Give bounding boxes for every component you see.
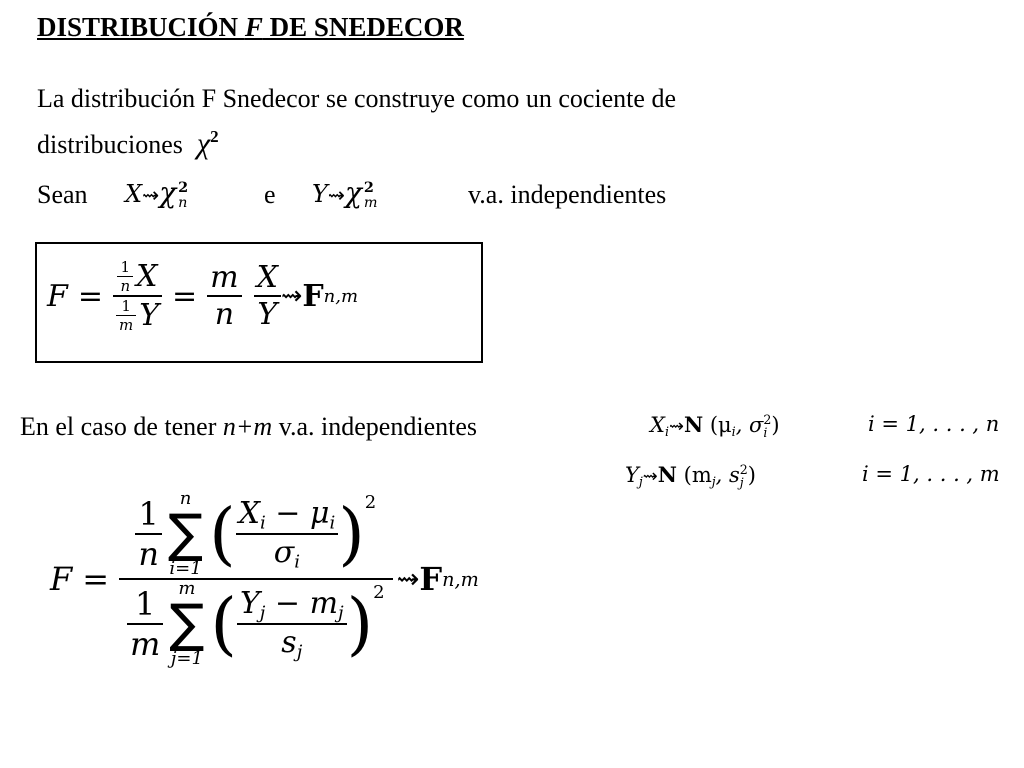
intro-paragraph xyxy=(37,80,917,164)
fraction-scaled-ratio: $\frac{1}{n}$ X $\frac{1}{m}$ Y xyxy=(113,258,162,334)
sean-label: Sean xyxy=(37,180,88,209)
numerator-sum: $\frac{1}{n}$ n ∑ i=1 ( $\frac{X_i - \mu_i}{\sigma_i}$ ) 2 xyxy=(127,490,384,578)
fraction-x-over-y: $\frac{X}{Y}$ xyxy=(254,260,281,332)
fraction-m-over-n: $\frac{m}{n}$ xyxy=(207,260,241,332)
x-normal-expression: $X_i⇝N$ ($\mu_i$, σ 2 i ) xyxy=(650,411,780,440)
y-index-range: i = 1, . . . , m xyxy=(862,462,1000,486)
f-general-formula: F = $\frac{1}{n}$ n ∑ i=1 ( $\frac{X_i - \mu_i}{\sigma_i}$ ) 2 $\frac{1}{m}$ m ∑ j=1 ( $\frac{Y_j - m_j}{s_j}$ ) 2 ⇝ F n,m xyxy=(50,488,479,669)
page-title: DISTRIBUCIÓN F DE SNEDECOR xyxy=(37,12,464,42)
f-definition-formula: F = $\frac{1}{n}$ X $\frac{1}{m}$ Y = $\frac{m}{n}$ $\frac{X}{Y}$ ⇝ F n,m xyxy=(47,258,359,334)
x-chi-n-expression: X⇝χ 2 n xyxy=(125,176,189,211)
va-independientes-text: v.a. independientes xyxy=(468,180,667,209)
intro-line-2: distribuciones $\chi^2$ xyxy=(37,127,219,160)
main-fraction xyxy=(119,490,393,668)
denominator-sum: $\frac{1}{m}$ m ∑ j=1 ( $\frac{Y_j - m_j}{s_j}$ ) 2 xyxy=(119,580,393,668)
conjunction-e: e xyxy=(264,180,276,209)
intro-line-1: La distribución F Snedecor se construye como un cociente de xyxy=(37,84,676,113)
y-chi-m-expression: Y⇝χ 2 m xyxy=(312,176,378,211)
x-index-range: i = 1, . . . , n xyxy=(868,412,1000,436)
f-definition-box xyxy=(35,242,483,363)
chi-squared-symbol: $\chi^2$ xyxy=(196,127,219,160)
y-normal-expression: $Y_j⇝N$ ($m_j$, s 2 j ) xyxy=(625,461,756,490)
caso-text: En el caso de tener n+m v.a. independientes xyxy=(20,412,477,441)
